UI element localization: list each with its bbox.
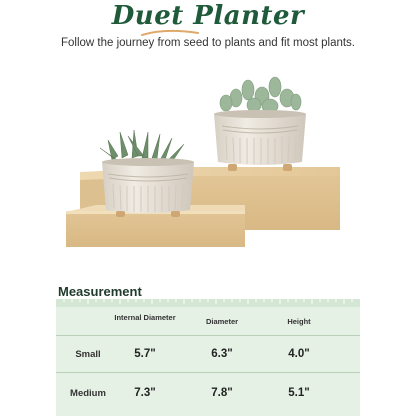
small-height: 4.0": [288, 348, 310, 360]
column-header-internal-diameter: Internal Diameter: [114, 313, 176, 322]
page-title: Duet Planter: [111, 1, 305, 31]
medium-diameter: 7.8": [211, 387, 233, 399]
front-planter: [100, 130, 194, 217]
measurement-table: [56, 299, 360, 416]
page-subtitle: Follow the journey from seed to plants and fit most plants.: [60, 37, 356, 49]
row-label-small: Small: [75, 349, 101, 360]
row-label-medium: Medium: [70, 388, 106, 399]
medium-internal-diameter: 7.3": [134, 387, 156, 399]
measurement-title: Measurement: [58, 284, 142, 299]
back-planter: [214, 77, 306, 171]
table-divider: [56, 372, 360, 373]
product-photo: [0, 70, 416, 280]
medium-height: 5.1": [288, 387, 310, 399]
table-divider: [56, 335, 360, 336]
column-header-diameter: Diameter: [205, 317, 239, 326]
small-internal-diameter: 5.7": [134, 348, 156, 360]
column-header-height: Height: [287, 317, 311, 326]
small-diameter: 6.3": [211, 348, 233, 360]
ruler-decoration: [56, 299, 360, 307]
